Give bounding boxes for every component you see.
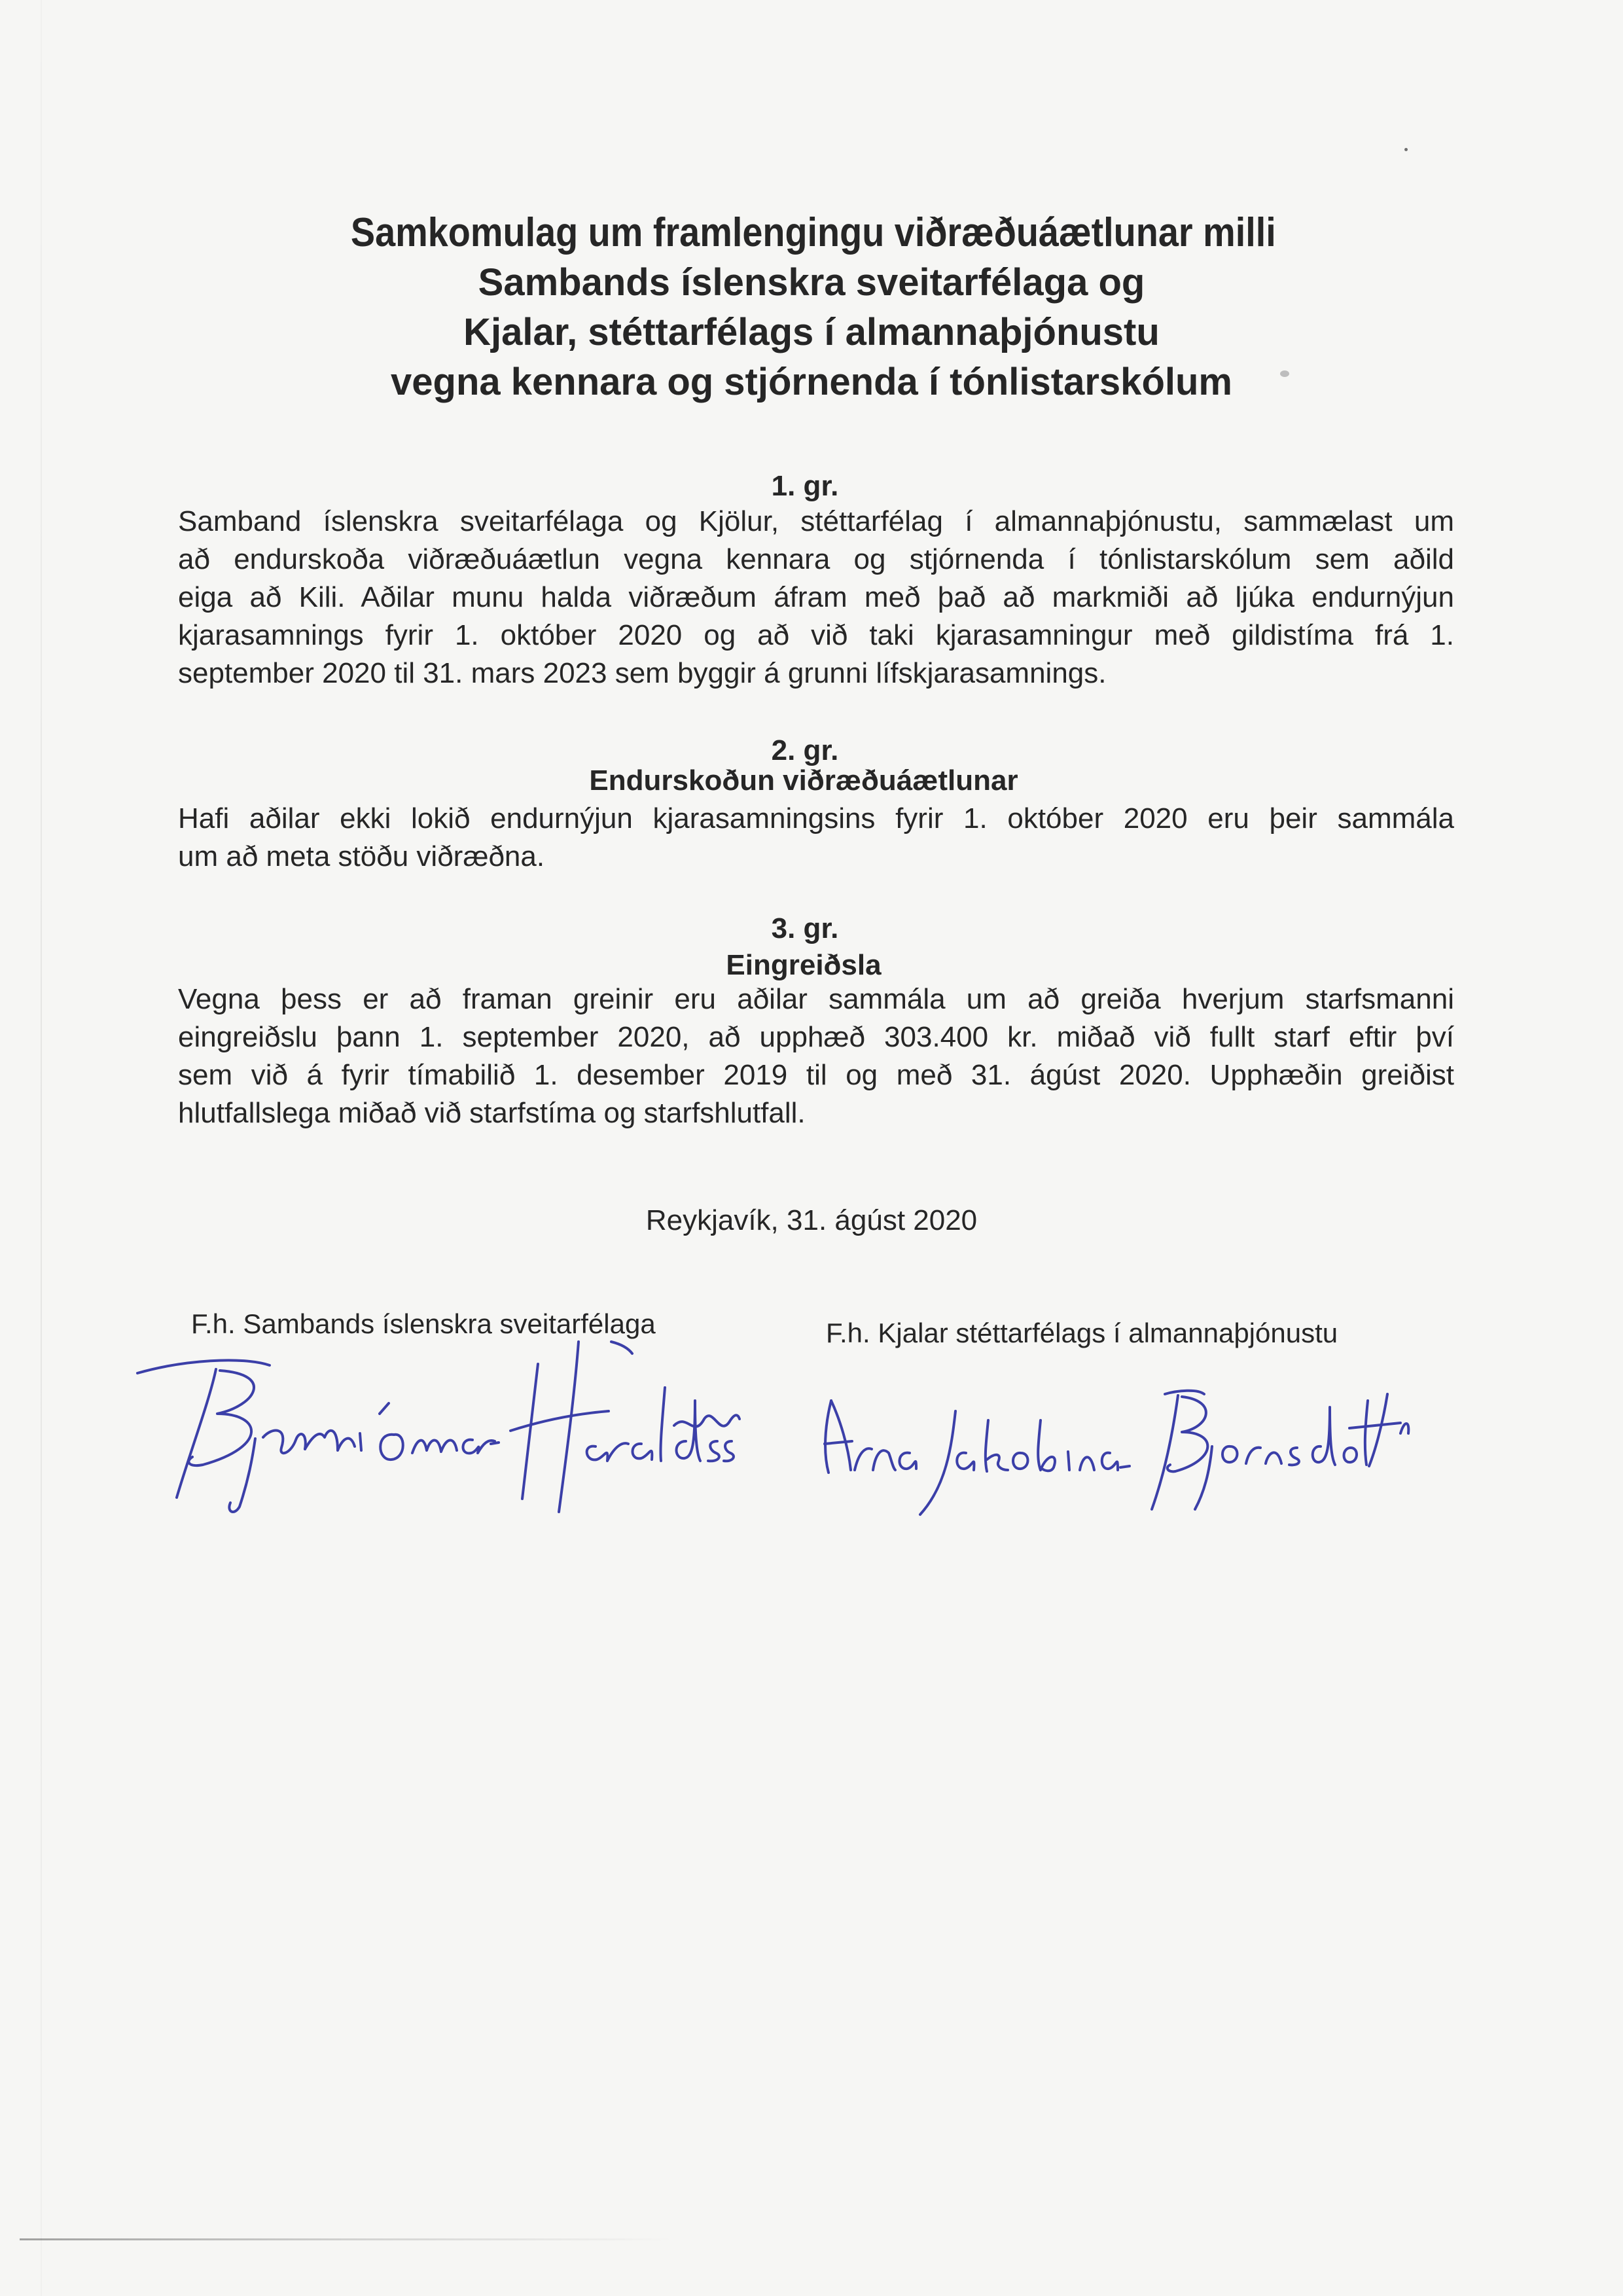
signatory-1-signature — [124, 1322, 753, 1518]
article-1-line: eiga að Kili. Aðilar munu halda viðræðum áfram með það að markmiði að ljúka endurnýjun — [178, 581, 1454, 613]
place-and-date: Reykjavík, 31. ágúst 2020 — [645, 1204, 978, 1236]
scan-speck — [1404, 148, 1408, 151]
article-3-line: hlutfallslega miðað við starfstíma og starfshlutfall. — [178, 1097, 806, 1129]
signatory-1-signature-tail — [668, 1380, 746, 1458]
signatory-2-signature — [812, 1355, 1414, 1518]
article-2-heading: Endurskoðun viðræðuáætlunar — [589, 764, 1018, 797]
scan-page-edge-bottom — [20, 2238, 674, 2240]
title-line-4: vegna kennara og stjórnenda í tónlistarskólum — [391, 361, 1232, 403]
article-1-line: kjarasamnings fyrir 1. október 2020 og að við taki kjarasamningur með gildistíma frá 1. — [178, 619, 1454, 651]
article-2-line: Hafi aðilar ekki lokið endurnýjun kjarasamningsins fyrir 1. október 2020 eru þeir sammála — [178, 802, 1454, 834]
article-2-body — [178, 800, 1454, 876]
article-3-heading: Eingreiðsla — [726, 949, 882, 981]
article-3-line: sem við á fyrir tímabilið 1. desember 2019 til og með 31. ágúst 2020. Upphæðin greiðist — [178, 1059, 1454, 1091]
article-3-body — [178, 980, 1454, 1132]
article-1-line: Samband íslenskra sveitarfélaga og Kjölur, stéttarfélag í almannaþjónustu, sammælast um — [178, 505, 1454, 537]
article-1-number: 1. gr. — [771, 470, 839, 502]
title-line-3: Kjalar, stéttarfélags í almannaþjónustu — [463, 311, 1160, 353]
article-3-line: Vegna þess er að framan greinir eru aðilar sammála um að greiða hverjum starfsmanni — [178, 983, 1454, 1015]
article-2-number: 2. gr. — [771, 734, 839, 766]
article-1-line: september 2020 til 31. mars 2023 sem byggir á grunni lífskjarasamnings. — [178, 657, 1107, 689]
article-2-line: um að meta stöðu viðræðna. — [178, 840, 545, 872]
article-3-line: eingreiðslu þann 1. september 2020, að upphæð 303.400 kr. miðað við fullt starf eftir því — [178, 1021, 1454, 1053]
signatory-2-label: F.h. Kjalar stéttarfélags í almannaþjónustu — [826, 1318, 1338, 1348]
document-title — [0, 208, 1623, 407]
article-1-line: að endurskoða viðræðuáætlun vegna kennara og stjórnenda í tónlistarskólum sem aðild — [178, 543, 1454, 575]
title-line-2: Sambands íslenskra sveitarfélaga og — [478, 261, 1145, 304]
article-1-body — [178, 503, 1454, 692]
title-line-1: Samkomulag um framlengingu viðræðuáætlunar milli — [350, 210, 1276, 255]
signatory-1-label: F.h. Sambands íslenskra sveitarfélaga — [191, 1308, 656, 1339]
article-3-number: 3. gr. — [771, 912, 839, 944]
